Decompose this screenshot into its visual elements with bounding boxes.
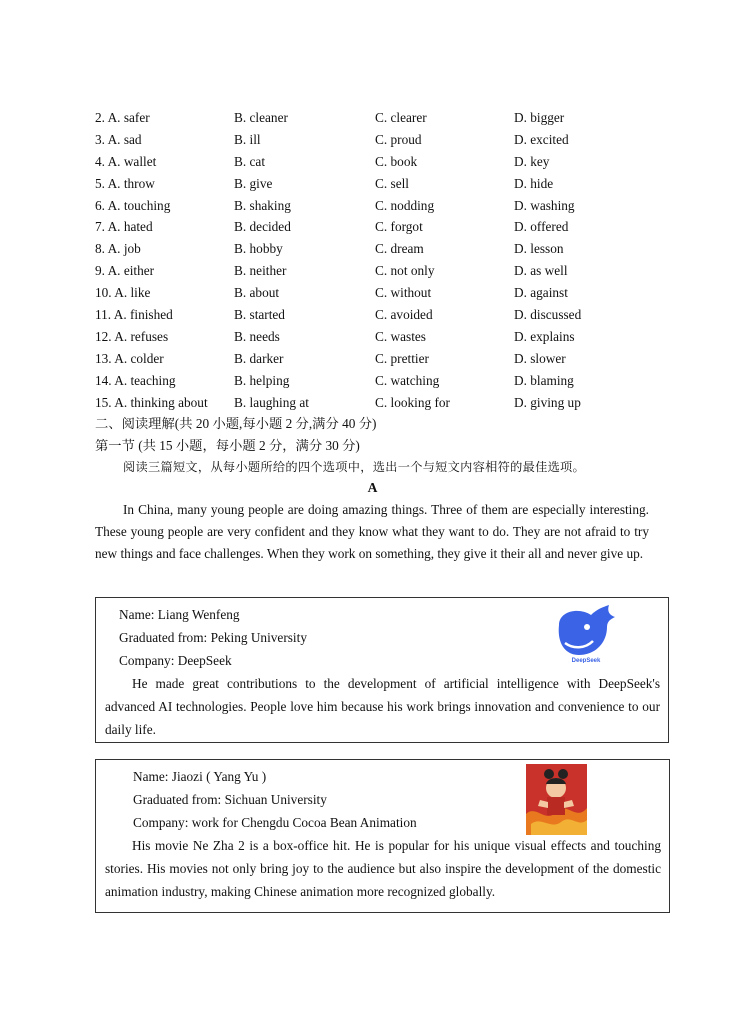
option-c: C. looking for bbox=[375, 394, 450, 410]
profile-graduated: Graduated from: Peking University bbox=[119, 630, 307, 645]
option-a: 8. A. job bbox=[95, 241, 141, 257]
option-row bbox=[95, 129, 695, 151]
instruction: 阅读三篇短文，从每小题所给的四个选项中，选出一个与短文内容相符的最佳选项。 bbox=[123, 460, 586, 474]
option-d: D. blaming bbox=[514, 372, 574, 388]
option-b: B. ill bbox=[234, 131, 261, 147]
subsection-title: 第一节 (共 15 小题，每小题 2 分，满分 30 分) bbox=[95, 438, 360, 453]
option-a: 7. A. hated bbox=[95, 219, 153, 235]
option-a: 3. A. sad bbox=[95, 131, 142, 147]
profile-name: Name: Liang Wenfeng bbox=[119, 607, 240, 622]
profile-graduated: Graduated from: Sichuan University bbox=[133, 792, 327, 807]
option-b: B. helping bbox=[234, 372, 290, 388]
option-table bbox=[95, 107, 695, 413]
option-a: 9. A. either bbox=[95, 263, 155, 279]
option-b: B. laughing at bbox=[234, 394, 309, 410]
option-b: B. shaking bbox=[234, 197, 291, 213]
profile-description: He made great contributions to the development of artificial intelligence with DeepSeek's advanced AI technologies. People love him because his work brings innovation and convenience to our daily life. bbox=[105, 676, 660, 737]
option-a: 15. A. thinking about bbox=[95, 394, 208, 410]
option-b: B. cleaner bbox=[234, 110, 288, 125]
option-row bbox=[95, 173, 695, 195]
option-c: C. nodding bbox=[375, 197, 435, 213]
option-d: D. washing bbox=[514, 197, 575, 213]
option-a: 11. A. finished bbox=[95, 307, 173, 323]
option-row bbox=[95, 238, 695, 260]
option-d: D. as well bbox=[514, 263, 568, 279]
option-row bbox=[95, 392, 695, 414]
option-c: C. dream bbox=[375, 241, 424, 257]
option-b: B. hobby bbox=[234, 241, 283, 257]
option-c: C. clearer bbox=[375, 110, 427, 125]
option-a: 13. A. colder bbox=[95, 350, 164, 366]
option-d: D. excited bbox=[514, 131, 569, 147]
option-a: 12. A. refuses bbox=[95, 328, 169, 344]
option-row bbox=[95, 260, 695, 282]
option-row bbox=[95, 216, 695, 238]
option-b: B. started bbox=[234, 307, 285, 323]
option-b: B. darker bbox=[234, 350, 284, 366]
option-a: 5. A. throw bbox=[95, 175, 155, 191]
profile-card-liang-wenfeng bbox=[95, 597, 669, 743]
option-b: B. give bbox=[234, 175, 273, 191]
option-a: 10. A. like bbox=[95, 285, 151, 301]
option-a: 6. A. touching bbox=[95, 197, 171, 213]
option-row bbox=[95, 151, 695, 173]
option-b: B. cat bbox=[234, 153, 266, 169]
profile-description: His movie Ne Zha 2 is a box-office hit. He is popular for his unique visual effects and touching stories. His movies not only bring joy to the audience but also inspire the development of the domestic animation industry, making Chinese animation more recognized globally. bbox=[105, 838, 661, 899]
option-a: 4. A. wallet bbox=[95, 153, 157, 169]
option-c: C. not only bbox=[375, 263, 435, 279]
ne-zha-poster-image bbox=[526, 764, 587, 835]
option-c: C. wastes bbox=[375, 328, 426, 344]
option-row bbox=[95, 304, 695, 326]
option-b: B. about bbox=[234, 285, 280, 301]
option-row bbox=[95, 282, 695, 304]
option-d: D. against bbox=[514, 285, 568, 301]
option-c: C. forgot bbox=[375, 219, 423, 235]
intro-paragraph: In China, many young people are doing amazing things. Three of them are especially interesting. These young people are very confident and they know what they want to do. They are not afraid to try new things and face challenges. When they work on something, they give it their all and never give up. bbox=[95, 502, 649, 561]
profile-card-jiaozi bbox=[95, 759, 670, 913]
option-d: D. explains bbox=[514, 328, 575, 344]
option-c: C. prettier bbox=[375, 350, 429, 366]
section-title: 二、阅读理解(共 20 小题,每小题 2 分,满分 40 分) bbox=[95, 416, 377, 431]
option-c: C. avoided bbox=[375, 307, 433, 323]
option-row bbox=[95, 370, 695, 392]
option-row bbox=[95, 107, 695, 129]
option-c: C. watching bbox=[375, 372, 440, 388]
option-d: D. key bbox=[514, 153, 550, 169]
profile-company: Company: DeepSeek bbox=[119, 653, 232, 668]
option-b: B. neither bbox=[234, 263, 287, 279]
option-b: B. decided bbox=[234, 219, 291, 235]
option-row bbox=[95, 326, 695, 348]
logo-label: DeepSeek bbox=[571, 658, 601, 663]
option-a: 14. A. teaching bbox=[95, 372, 176, 388]
option-d: D. bigger bbox=[514, 110, 565, 125]
option-a: 2. A. safer bbox=[95, 110, 150, 125]
option-c: C. book bbox=[375, 153, 418, 169]
profile-name: Name: Jiaozi ( Yang Yu ) bbox=[133, 769, 267, 784]
option-row bbox=[95, 195, 695, 217]
option-c: C. proud bbox=[375, 131, 422, 147]
option-d: D. hide bbox=[514, 175, 554, 191]
option-d: D. giving up bbox=[514, 394, 581, 410]
option-c: C. sell bbox=[375, 175, 409, 191]
option-d: D. slower bbox=[514, 350, 566, 366]
option-b: B. needs bbox=[234, 328, 280, 344]
option-d: D. offered bbox=[514, 219, 569, 235]
option-d: D. lesson bbox=[514, 241, 564, 257]
option-d: D. discussed bbox=[514, 307, 582, 323]
option-c: C. without bbox=[375, 285, 432, 301]
deepseek-whale-logo bbox=[551, 603, 621, 663]
part-letter: A bbox=[367, 480, 378, 495]
option-row bbox=[95, 348, 695, 370]
profile-company: Company: work for Chengdu Cocoa Bean Animation bbox=[133, 815, 417, 830]
